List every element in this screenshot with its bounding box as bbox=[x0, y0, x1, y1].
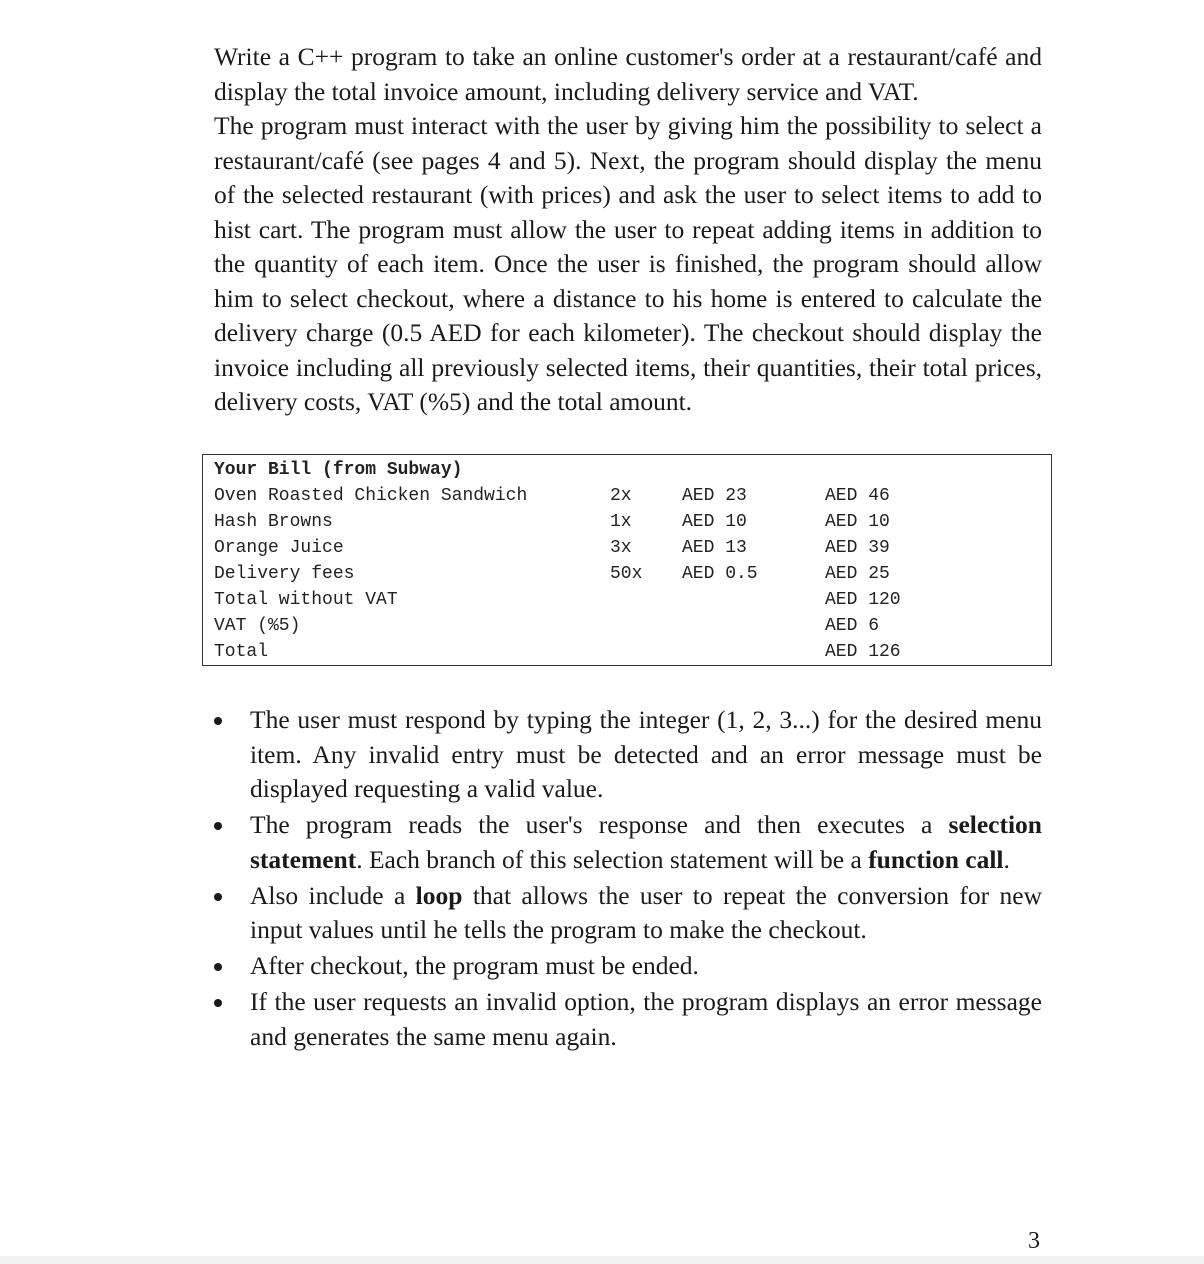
bold-term: loop bbox=[415, 880, 463, 910]
bill-qty: 50x bbox=[610, 564, 643, 584]
bullet-text-part: Also include a bbox=[250, 880, 416, 910]
bold-term: selection statement bbox=[250, 810, 1042, 874]
list-item bbox=[214, 808, 1042, 877]
bullet-icon bbox=[214, 893, 222, 901]
bill-item: Orange Juice bbox=[214, 538, 344, 558]
bullet-text: The user must respond by typing the integer (1, 2, 3...) for the desired menu item. Any invalid entry must be detected and an error message must be displayed requesting a valid value. bbox=[250, 705, 1042, 803]
bullet-icon bbox=[214, 999, 222, 1007]
bill-row bbox=[203, 613, 1051, 639]
bill-qty: 2x bbox=[610, 486, 632, 506]
bullet-text-part: that allows the user to repeat the conversion for new input values until he tells the program to make the checkout. bbox=[250, 880, 1042, 944]
bill-qty: 1x bbox=[610, 512, 632, 532]
bill-line-total: AED 10 bbox=[825, 512, 890, 532]
bill-row bbox=[203, 561, 1051, 587]
bullet-icon bbox=[214, 963, 222, 971]
bullet-text-part: . Each branch of this selection statement will be a bbox=[356, 844, 869, 874]
bullet-text-part: The program reads the user's response and then executes a bbox=[250, 810, 949, 839]
bill-item: VAT (%5) bbox=[214, 616, 301, 636]
bill-item: Delivery fees bbox=[214, 564, 355, 584]
page-edge bbox=[0, 1256, 1204, 1264]
requirements-list bbox=[214, 703, 1042, 1056]
bullet-text-part: . bbox=[1003, 844, 1010, 874]
list-item bbox=[214, 985, 1042, 1054]
list-item bbox=[214, 879, 1042, 948]
bullet-text: If the user requests an invalid option, the program displays an error message and generates the same menu again. bbox=[250, 987, 1042, 1051]
bill-unit-price: AED 10 bbox=[682, 512, 747, 532]
bill-row bbox=[203, 509, 1051, 535]
bullet-icon bbox=[214, 717, 222, 725]
bill-line-total: AED 39 bbox=[825, 538, 890, 558]
bill-line-total: AED 120 bbox=[825, 590, 901, 610]
bold-term: function call bbox=[868, 844, 1004, 874]
intro-text bbox=[214, 40, 1042, 420]
bill-title: Your Bill (from Subway) bbox=[214, 460, 463, 480]
bill-qty: 3x bbox=[610, 538, 632, 558]
intro-paragraph-2: The program must interact with the user by giving him the possibility to select a restaurant/café (see pages 4 and 5). Next, the program should display the menu of the selected restaurant (with prices) and ask the user to select items to add to hist cart. The program must allow the user to repeat adding items in addition to the quantity of each item. Once the user is finished, the program should allow him to select checkout, where a distance to his home is entered to calculate the delivery charge (0.5 AED for each kilometer). The checkout should display the invoice including all previously selected items, their quantities, their total prices, delivery costs, VAT (%5) and the total amount. bbox=[214, 111, 1042, 416]
bill-item: Oven Roasted Chicken Sandwich bbox=[214, 486, 528, 506]
bill-row bbox=[203, 587, 1051, 613]
bill-item: Total without VAT bbox=[214, 590, 398, 610]
list-item bbox=[214, 703, 1042, 807]
bill-box bbox=[202, 454, 1052, 666]
bill-unit-price: AED 23 bbox=[682, 486, 747, 506]
bill-unit-price: AED 13 bbox=[682, 538, 747, 558]
intro-paragraph-1: Write a C++ program to take an online customer's order at a restaurant/café and display the total invoice amount, including delivery service and VAT. bbox=[214, 42, 1042, 106]
bill-row bbox=[203, 483, 1051, 509]
page-number: 3 bbox=[1028, 1228, 1040, 1254]
bill-item: Total bbox=[214, 642, 269, 662]
bill-unit-price: AED 0.5 bbox=[682, 564, 758, 584]
bill-row bbox=[203, 535, 1051, 561]
bill-line-total: AED 25 bbox=[825, 564, 890, 584]
bill-line-total: AED 6 bbox=[825, 616, 880, 636]
bill-line-total: AED 126 bbox=[825, 642, 901, 662]
list-item bbox=[214, 949, 1042, 984]
bill-line-total: AED 46 bbox=[825, 486, 890, 506]
bill-item: Hash Browns bbox=[214, 512, 333, 532]
bullet-text: After checkout, the program must be ended. bbox=[250, 951, 699, 980]
bullet-icon bbox=[214, 822, 222, 830]
bill-row bbox=[203, 639, 1051, 665]
